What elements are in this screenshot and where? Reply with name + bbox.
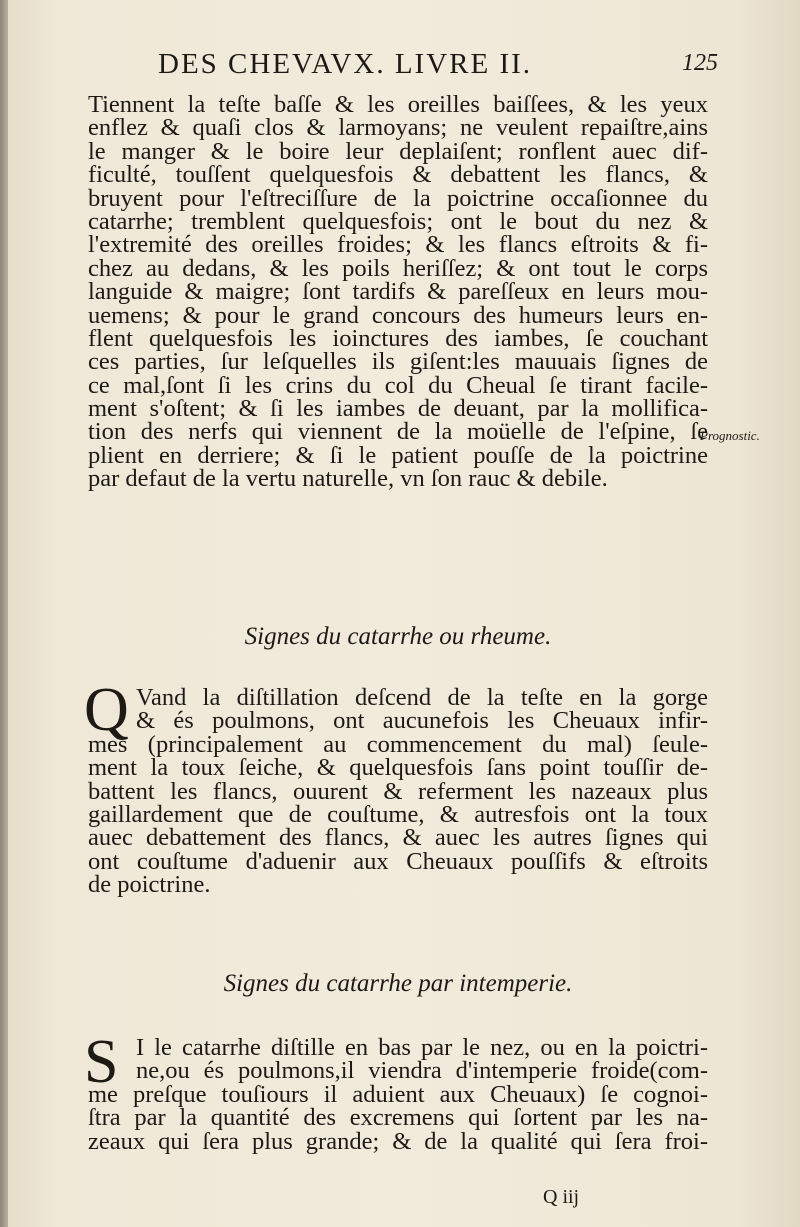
text-line: gaillardement que de couſtume, & autresfois ont la toux — [88, 800, 708, 828]
text-line: catarrhe; tremblent quelquesfois; ont le bout du nez & — [88, 207, 708, 235]
text-line: ment la toux ſeiche, & quelquesfois ſans point touſſir de- — [88, 754, 708, 782]
text-line: ce mal,ſont ſi les crins du col du Cheual ſe tirant facile- — [88, 371, 708, 399]
running-head: DES CHEVAVX. LIVRE II. — [158, 48, 533, 80]
text-line: mes (principalement au commencement du mal) ſeule- — [88, 730, 708, 758]
text-line: bruyent pour l'eſtreciſſure de la poictrine occaſionnee du — [88, 184, 708, 212]
paragraph-intemperie — [88, 1036, 708, 1153]
signature-mark: Q iij — [543, 1186, 580, 1208]
text-line: ment s'oſtent; & ſi les iambes de deuant, par la mollifica- — [88, 395, 708, 423]
text-line: plient en derriere; & ſi le patient pouſſe de la poictrine — [88, 441, 708, 469]
text-line: par defaut de la vertu naturelle, vn ſon rauc & debile. — [88, 465, 608, 493]
text-line: battent les flancs, ouurent & referment les nazeaux plus — [88, 777, 708, 805]
text-line: de poictrine. — [88, 871, 211, 899]
text-line: enflez & quaſi clos & larmoyans; ne veulent repaiſtre,ains — [88, 114, 708, 142]
text-line: I le catarrhe diſtille en bas par le nez, ou en la poictri- — [136, 1034, 708, 1061]
drop-cap: Q — [84, 676, 129, 744]
text-line: ficulté, touſſent quelquesfois & debattent les flancs, & — [88, 161, 708, 189]
text-line: le manger & le boire leur deplaiſent; ronflent auec dif- — [88, 137, 708, 165]
text-line: ſtra par la quantité des excremens qui ſortent par les na- — [88, 1104, 708, 1132]
text-line: zeaux qui ſera plus grande; & de la qualité qui ſera froi- — [88, 1127, 708, 1155]
text-line: tion des nerfs qui viennent de la moüelle de l'eſpine, ſe — [88, 418, 708, 446]
margin-note: Prognostic. — [700, 428, 760, 443]
text-line: flent quelquesfois les ioinctures des iambes, ſe couchant — [88, 324, 708, 352]
text-line: Tiennent la teſte baſſe & les oreilles baiſſees, & les yeux — [88, 91, 708, 118]
section-heading: Signes du catarrhe ou rheume. — [244, 623, 552, 650]
paragraph-catarrh-signs — [88, 686, 708, 897]
book-gutter-edge — [0, 0, 8, 1227]
text-line: & és poulmons, ont aucunefois les Cheuaux infir- — [136, 707, 708, 735]
section-heading: Signes du catarrhe par intemperie. — [223, 970, 573, 997]
text-line: me preſque touſiours il aduient aux Cheuaux) ſe cognoi- — [88, 1080, 708, 1108]
page-number: 125 — [682, 50, 718, 76]
text-line: languide & maigre; ſont tardifs & pareſſeux en leurs mou- — [88, 278, 708, 306]
text-line: ont couſtume d'aduenir aux Cheuaux pouſſifs & eſtroits — [88, 847, 708, 875]
text-line: l'extremité des oreilles froides; & les flancs eſtroits & fi- — [88, 231, 708, 259]
text-line: ces parties, ſur leſquelles ils giſent:les mauuais ſignes de — [88, 348, 708, 376]
paragraph-symptoms — [88, 93, 708, 491]
text-line: Vand la diſtillation deſcend de la teſte en la gorge — [136, 684, 708, 711]
book-page — [8, 0, 800, 1227]
text-line: chez au dedans, & les poils heriſſez; & ont tout le corps — [88, 254, 708, 282]
text-line: ne,ou és poulmons,il viendra d'intemperie froide(com- — [136, 1057, 708, 1085]
drop-cap: S — [84, 1028, 119, 1096]
page-header — [158, 48, 718, 88]
text-line: auec debattement des flancs, & auec les autres ſignes qui — [88, 824, 708, 852]
text-line: uemens; & pour le grand concours des humeurs leurs en- — [88, 301, 708, 329]
